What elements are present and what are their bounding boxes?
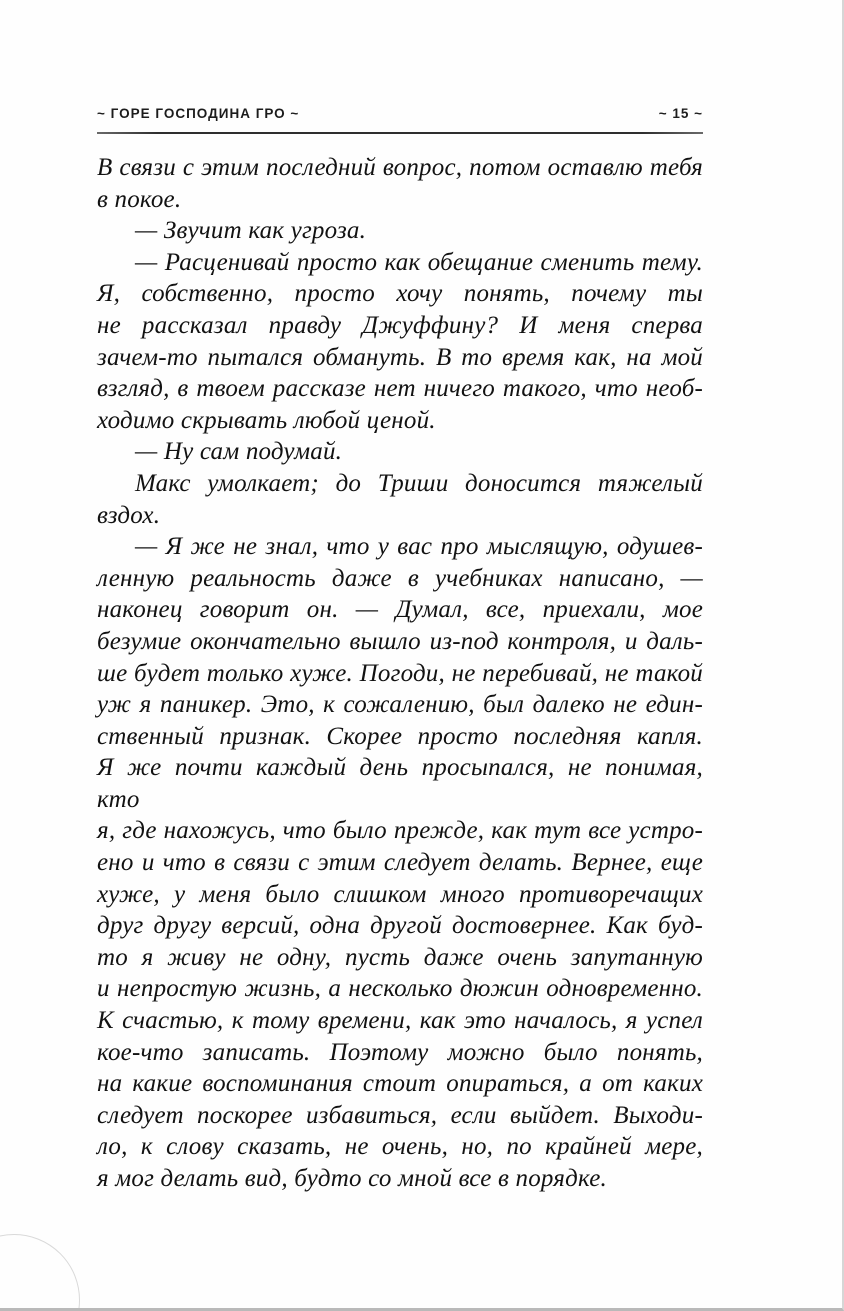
text-line: — Ну сам подумай.	[135, 438, 343, 466]
text-line: в покое.	[97, 185, 182, 213]
text-line: — Я же не знал, что у вас про мыслящую, одушев-	[135, 533, 703, 561]
text-line: и непростую жизнь, а несколько дюжин одновременно.	[97, 975, 703, 1003]
text-line: следует поскорее избавиться, если выйдет. Выходи-	[97, 1101, 703, 1129]
text-line: вздох.	[97, 501, 161, 529]
text-line: друг другу версий, одна другой достовернее. Как буд-	[97, 912, 703, 940]
paragraph	[97, 247, 703, 437]
paragraph	[97, 152, 703, 215]
text-line: зачем-то пытался обмануть. В то время как, на мой	[97, 343, 703, 371]
text-line: на какие воспоминания стоит опираться, а от каких	[97, 1070, 703, 1098]
paragraph	[97, 468, 703, 531]
text-line: ено и что в связи с этим следует делать. Вернее, еще	[97, 849, 703, 877]
text-line: ше будет только хуже. Погоди, не перебивай, не такой	[97, 659, 703, 687]
text-line: Я, собственно, просто хочу понять, почему ты	[97, 280, 703, 308]
text-line: — Звучит как угроза.	[135, 217, 367, 245]
paragraph	[97, 531, 703, 1194]
text-line: кое-что записать. Поэтому можно было понять,	[97, 1038, 703, 1066]
text-line: не рассказал правду Джуффину? И меня сперва	[97, 311, 703, 339]
text-line: К счастью, к тому времени, как это началось, я успел	[97, 1007, 703, 1035]
text-line: безумие окончательно вышло из-под контроля, и даль-	[97, 627, 703, 655]
text-line: я, где нахожусь, что было прежде, как тут все устро-	[97, 817, 703, 845]
text-line: то я живу не одну, пусть даже очень запутанную	[97, 943, 703, 971]
page-number: ~ 15 ~	[658, 106, 703, 121]
paragraph	[97, 215, 703, 247]
text-line: ленную реальность даже в учебниках написано, —	[97, 564, 703, 592]
text-line: взгляд, в твоем рассказе нет ничего такого, что необ-	[97, 375, 703, 403]
text-line: ходимо скрывать любой ценой.	[97, 406, 436, 434]
text-line: В связи с этим последний вопрос, потом оставлю тебя	[97, 154, 703, 181]
text-line: — Расценивай просто как обещание сменить тему.	[135, 248, 703, 276]
page-body	[97, 152, 703, 1195]
paragraph	[97, 436, 703, 468]
text-line: уж я паникер. Это, к сожалению, был далеко не един-	[97, 691, 703, 719]
text-line: ло, к слову сказать, не очень, но, по крайней мере,	[97, 1133, 703, 1161]
running-head-title: ~ ГОРЕ ГОСПОДИНА ГРО ~	[97, 106, 300, 121]
text-line: ственный признак. Скорее просто последняя капля.	[97, 722, 703, 750]
header-rule	[97, 132, 703, 134]
text-line: наконец говорит он. — Думал, все, приехали, мое	[97, 596, 703, 624]
text-line: я мог делать вид, будто со мной все в порядке.	[97, 1165, 607, 1192]
page-curl-artifact	[0, 1234, 80, 1311]
running-head	[97, 106, 703, 121]
text-line: Я же почти каждый день просыпался, не понимая, кто	[97, 754, 703, 813]
text-line: хуже, у меня было слишком много противоречащих	[97, 880, 703, 908]
text-line: Макс умолкает; до Триши доносится тяжелый	[135, 469, 703, 497]
